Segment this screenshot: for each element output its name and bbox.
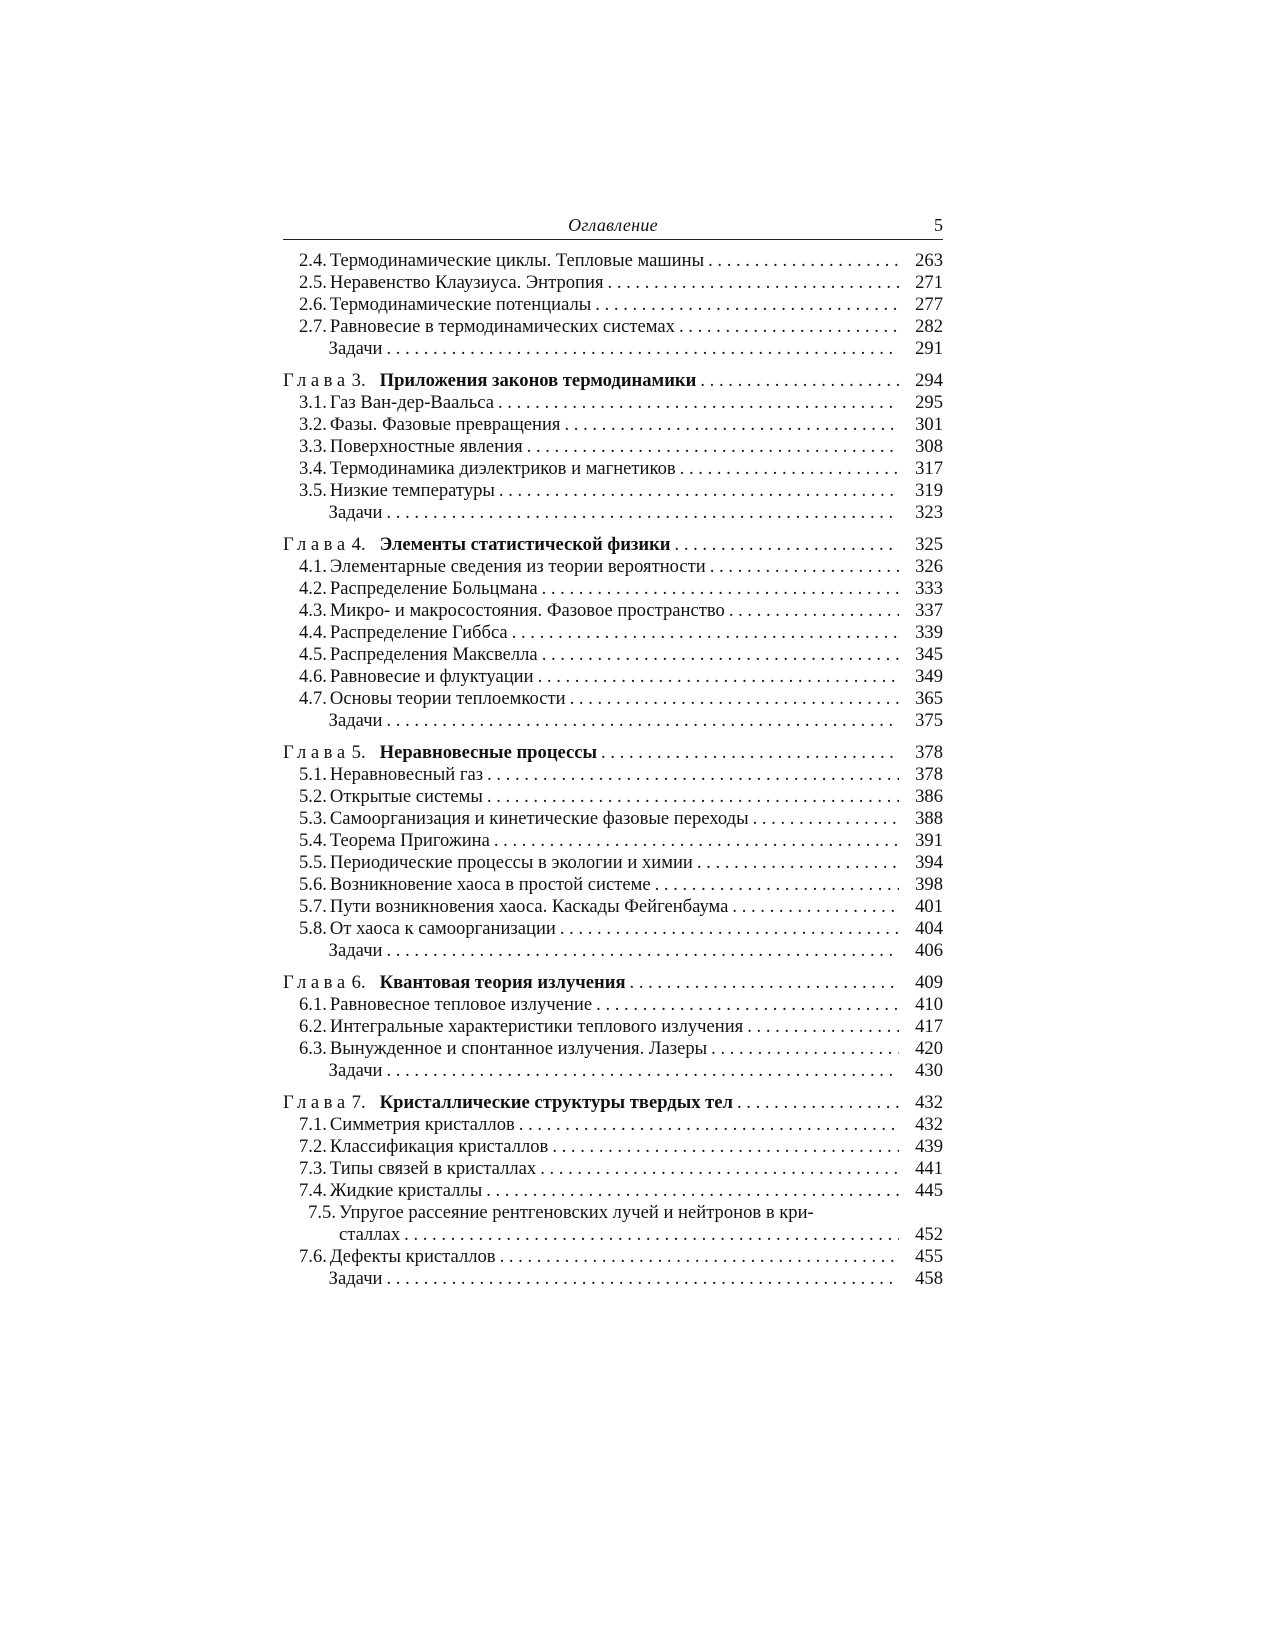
section-title: Задачи [328,502,383,523]
section-title: Газ Ван-дер-Ваальса [329,392,494,413]
dot-leader [566,688,899,710]
section-title: Равновесие и флуктуации [329,666,534,687]
toc-entry[interactable] [283,764,943,786]
section-title: Фазы. Фазовые превращения [329,414,561,435]
section-number: 7.4. [299,1180,327,1201]
toc-entry[interactable] [283,1246,943,1268]
section-title: Элементарные сведения из теории вероятности [329,556,706,577]
toc-entry[interactable] [283,622,943,644]
section-number: 5.7. [299,896,327,917]
toc-entry[interactable] [283,1180,943,1202]
section-number: 2.4. [299,250,327,271]
dot-leader [515,1114,899,1136]
section-title: Возникновение хаоса в простой системе [329,874,651,895]
running-header [283,214,943,240]
dot-leader [490,830,899,852]
section-title: Распределение Гиббса [329,622,508,643]
section-number: 6.2. [299,1016,327,1037]
section-title: Классификация кристаллов [329,1136,549,1157]
dot-leader [693,852,899,874]
toc-entry[interactable] [283,1016,943,1038]
toc-entry[interactable] [283,918,943,940]
section-page-number: 339 [915,622,943,643]
dot-leader [482,1180,899,1202]
section-page-number: 317 [915,458,943,479]
toc-entry[interactable] [283,1136,943,1158]
section-page-number: 458 [915,1268,943,1289]
section-page-number: 308 [915,436,943,457]
table-of-contents [283,250,943,1290]
toc-entry[interactable] [283,250,943,272]
section-number: 2.7. [299,316,327,337]
toc-entry[interactable] [283,852,943,874]
section-title: От хаоса к самоорганизации [329,918,556,939]
section-number: 7.2. [299,1136,327,1157]
chapter-label: Глава [283,972,350,993]
section-page-number: 432 [915,1114,943,1135]
chapter-label: Глава [283,534,350,555]
chapter-heading[interactable] [283,1092,943,1114]
chapter-title: Квантовая теория излучения [379,972,626,993]
section-number: 7.1. [299,1114,327,1135]
section-page-number: 398 [915,874,943,895]
dot-leader [538,578,899,600]
section-number: 7.6. [299,1246,327,1267]
dot-leader [728,896,899,918]
section-number: 6.3. [299,1038,327,1059]
section-page-number: 263 [915,250,943,271]
section-number: 3.3. [299,436,327,457]
toc-entry[interactable] [283,896,943,918]
dot-leader [725,600,899,622]
section-number: 7.5. [308,1202,336,1223]
chapter-title: Приложения законов термодинамики [379,370,697,391]
section-page-number: 394 [915,852,943,873]
section-page-number: 326 [915,556,943,577]
dot-leader [534,666,899,688]
section-title: Задачи [328,940,383,961]
section-title: Неравенство Клаузиуса. Энтропия [329,272,604,293]
section-title: Интегральные характеристики теплового излучения [329,1016,744,1037]
dot-leader [383,338,900,360]
toc-entry[interactable] [283,1114,943,1136]
toc-entry[interactable] [283,392,943,414]
dot-leader [675,316,899,338]
section-page-number: 386 [915,786,943,807]
dot-leader [508,622,899,644]
section-number: 5.6. [299,874,327,895]
section-number: 3.2. [299,414,327,435]
section-title: Периодические процессы в экологии и химии [329,852,693,873]
section-title: Симметрия кристаллов [329,1114,515,1135]
section-page-number: 420 [915,1038,943,1059]
section-number: 5.4. [299,830,327,851]
dot-leader [383,710,900,732]
section-title: Теорема Пригожина [329,830,490,851]
section-page-number: 404 [915,918,943,939]
chapter-heading[interactable] [283,742,943,764]
dot-leader [383,1268,900,1290]
section-number: 6.1. [299,994,327,1015]
chapter-page-number: 325 [915,534,943,555]
section-page-number: 406 [915,940,943,961]
toc-entry[interactable] [283,502,943,524]
section-number: 7.3. [299,1158,327,1179]
section-number: 3.5. [299,480,327,501]
dot-leader [597,742,899,764]
dot-leader [495,480,899,502]
book-page [283,214,943,1290]
dot-leader [704,250,899,272]
page-number: 5 [934,215,943,235]
section-title: Вынужденное и спонтанное излучения. Лазеры [329,1038,708,1059]
toc-entry[interactable] [283,1060,943,1082]
section-page-number: 319 [915,480,943,501]
section-page-number: 445 [915,1180,943,1201]
section-page-number: 378 [915,764,943,785]
dot-leader [548,1136,899,1158]
toc-entry[interactable] [283,830,943,852]
chapter-page-number: 409 [915,972,943,993]
section-number: 4.4. [299,622,327,643]
dot-leader [591,294,899,316]
toc-entry[interactable] [283,316,943,338]
section-title: Задачи [328,338,383,359]
toc-entry[interactable] [283,688,943,710]
toc-entry[interactable] [283,940,943,962]
section-page-number: 391 [915,830,943,851]
section-number: 4.7. [299,688,327,709]
section-number: 2.6. [299,294,327,315]
dot-leader [383,502,900,524]
dot-leader [400,1224,899,1246]
chapter-number: 7. [351,1092,366,1113]
dot-leader [651,874,899,896]
toc-entry[interactable] [283,808,943,830]
section-number: 5.5. [299,852,327,873]
dot-leader [538,644,899,666]
section-number: 4.1. [299,556,327,577]
dot-leader [496,1246,899,1268]
section-title: Задачи [328,710,383,731]
toc-entry[interactable] [283,644,943,666]
toc-entry[interactable] [283,436,943,458]
section-page-number: 282 [915,316,943,337]
dot-leader [494,392,899,414]
dot-leader [556,918,899,940]
section-page-number: 271 [915,272,943,293]
section-page-number: 401 [915,896,943,917]
dot-leader [749,808,899,830]
chapter-label: Глава [283,1092,350,1113]
section-number: 3.4. [299,458,327,479]
toc-entry[interactable] [283,786,943,808]
section-page-number: 430 [915,1060,943,1081]
dot-leader [733,1092,899,1114]
chapter-label: Глава [283,742,350,763]
dot-leader [707,1038,899,1060]
section-number: 2.5. [299,272,327,293]
chapter-title: Неравновесные процессы [379,742,598,763]
section-title: Термодинамика диэлектриков и магнетиков [329,458,676,479]
section-page-number: 295 [915,392,943,413]
section-title: Неравновесный газ [329,764,484,785]
section-page-number: 452 [915,1224,943,1245]
dot-leader [706,556,899,578]
chapter-heading[interactable] [283,972,943,994]
section-number: 5.1. [299,764,327,785]
toc-entry[interactable] [283,294,943,316]
dot-leader [592,994,899,1016]
dot-leader [626,972,899,994]
section-title: Низкие температуры [329,480,495,501]
toc-entry[interactable] [283,1268,943,1290]
section-title: Равновесие в термодинамических системах [329,316,675,337]
dot-leader [696,370,899,392]
dot-leader [383,940,900,962]
toc-entry[interactable] [283,480,943,502]
dot-leader [604,272,899,294]
section-page-number: 337 [915,600,943,621]
section-title: Пути возникновения хаоса. Каскады Фейгенбаума [329,896,729,917]
dot-leader [536,1158,899,1180]
section-title: Термодинамические потенциалы [329,294,592,315]
chapter-title: Элементы статистической физики [379,534,671,555]
section-title: Самоорганизация и кинетические фазовые переходы [329,808,749,829]
section-title: Равновесное тепловое излучение [329,994,593,1015]
toc-entry-continuation[interactable] [283,1224,943,1246]
section-page-number: 301 [915,414,943,435]
toc-entry[interactable] [283,1202,943,1224]
section-page-number: 277 [915,294,943,315]
dot-leader [483,786,899,808]
dot-leader [743,1016,899,1038]
section-number: 4.5. [299,644,327,665]
section-number: 5.8. [299,918,327,939]
section-page-number: 455 [915,1246,943,1267]
chapter-page-number: 294 [915,370,943,391]
chapter-label: Глава [283,370,350,391]
chapter-number: 5. [351,742,366,763]
section-number: 5.2. [299,786,327,807]
section-page-number: 441 [915,1158,943,1179]
chapter-title: Кристаллические структуры твердых тел [379,1092,733,1113]
section-title: Распределения Максвелла [329,644,538,665]
toc-entry[interactable] [283,874,943,896]
section-number: 4.2. [299,578,327,599]
toc-entry[interactable] [283,338,943,360]
toc-entry[interactable] [283,272,943,294]
toc-entry[interactable] [283,1038,943,1060]
toc-entry[interactable] [283,600,943,622]
chapter-page-number: 432 [915,1092,943,1113]
section-number: 5.3. [299,808,327,829]
toc-entry[interactable] [283,414,943,436]
chapter-number: 3. [351,370,366,391]
chapter-heading[interactable] [283,534,943,556]
toc-entry[interactable] [283,710,943,732]
section-page-number: 417 [915,1016,943,1037]
dot-leader [523,436,899,458]
section-title: Термодинамические циклы. Тепловые машины [329,250,705,271]
dot-leader [483,764,899,786]
section-title: Микро- и макросостояния. Фазовое пространство [329,600,725,621]
section-title: Задачи [328,1060,383,1081]
running-header-title: Оглавление [568,215,658,235]
section-title: Основы теории теплоемкости [329,688,566,709]
section-title: Упругое рассеяние рентгеновских лучей и нейтронов в кри- [339,1202,814,1223]
section-title: Дефекты кристаллов [329,1246,496,1267]
section-title: Распределение Больцмана [329,578,538,599]
section-title: Открытые системы [329,786,483,807]
toc-entry[interactable] [283,578,943,600]
section-number: 4.3. [299,600,327,621]
dot-leader [676,458,899,480]
section-title: Задачи [328,1268,383,1289]
section-page-number: 345 [915,644,943,665]
section-page-number: 333 [915,578,943,599]
chapter-number: 4. [351,534,366,555]
section-title: Поверхностные явления [329,436,523,457]
dot-leader [560,414,899,436]
toc-entry[interactable] [283,1158,943,1180]
dot-leader [671,534,899,556]
section-page-number: 410 [915,994,943,1015]
section-number: 3.1. [299,392,327,413]
section-page-number: 291 [915,338,943,359]
section-page-number: 323 [915,502,943,523]
section-page-number: 388 [915,808,943,829]
section-title: Жидкие кристаллы [329,1180,483,1201]
dot-leader [383,1060,900,1082]
toc-entry[interactable] [283,458,943,480]
section-number: 4.6. [299,666,327,687]
section-page-number: 439 [915,1136,943,1157]
section-page-number: 375 [915,710,943,731]
chapter-number: 6. [351,972,366,993]
chapter-page-number: 378 [915,742,943,763]
toc-entry[interactable] [283,994,943,1016]
toc-entry[interactable] [283,666,943,688]
section-page-number: 365 [915,688,943,709]
chapter-heading[interactable] [283,370,943,392]
section-page-number: 349 [915,666,943,687]
section-title-continuation: сталлах [339,1224,401,1245]
toc-entry[interactable] [283,556,943,578]
section-title: Типы связей в кристаллах [329,1158,537,1179]
